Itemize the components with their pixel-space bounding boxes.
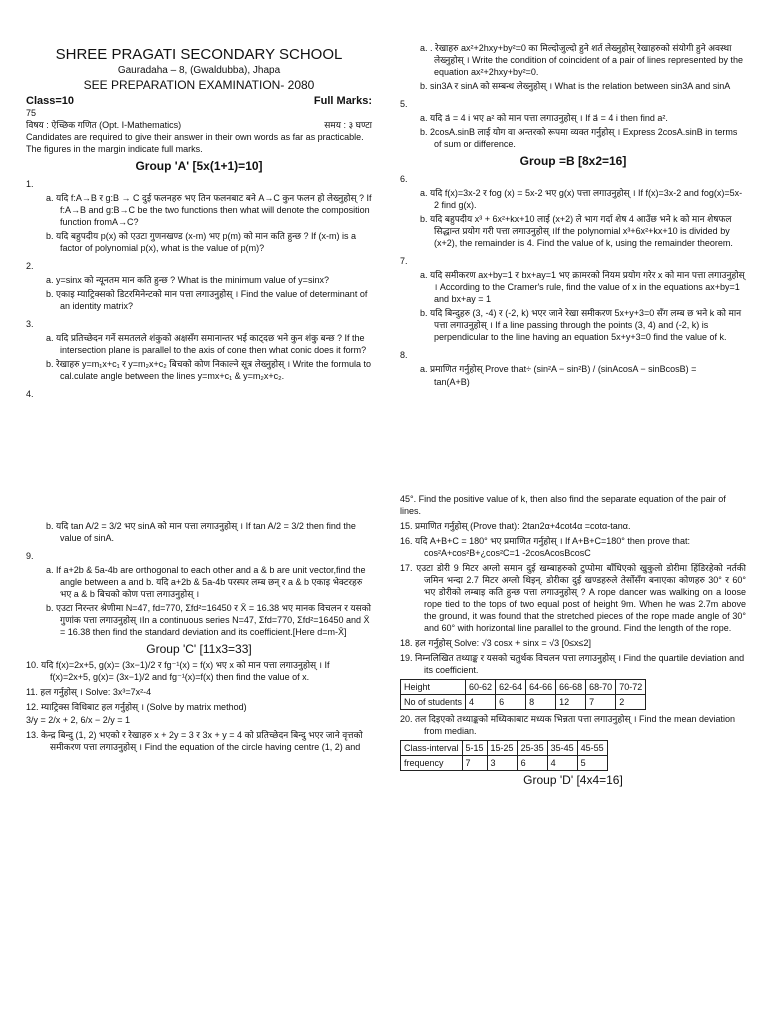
exam-title: SEE PREPARATION EXAMINATION- 2080 [83, 78, 315, 92]
question-10: 10. यदि f(x)=2x+5, g(x)= (3x−1)/2 र fg⁻¹(x) = f(x) भए x को मान पत्ता लगाउनुहोस् । If f(x)=2x+5, g(x)= (3x−1)/2 and fg⁻¹(x)=f(x) then find the value of x. [26, 660, 330, 682]
question-9a: a. If a+2b & 5a-4b are orthogonal to each other and a & b are unit vector,find the angle between a and b. यदि a+2b & 5a-4b परस्पर लम्ब छन् र a & b एकाइ भेक्टरहरु भए a & b बिचको कोण पत्ता लगाउनुहोस् । [46, 565, 366, 599]
table-cell: 68-70 [586, 680, 616, 695]
group-b-heading: Group =B [8x2=16] [519, 154, 627, 168]
table-cell: 7 [462, 756, 487, 771]
group-c-heading: Group 'C' [11x3=33] [146, 642, 252, 656]
table-cell: 45-55 [577, 741, 607, 756]
page-gap [400, 388, 746, 493]
question-12: 12. म्याट्रिक्स विधिबाट हल गर्नुहोस् । (Solve by matrix method) [26, 702, 247, 712]
group-d-heading: Group 'D' [4x4=16] [523, 773, 623, 787]
table-row [401, 695, 646, 710]
table-cell: 70-72 [616, 680, 646, 695]
question-4b-relation: b. sin3A र sinA को सम्बन्ध लेख्नुहोस् । What is the relation between sin3A and sinA [420, 81, 731, 91]
question-number: 1. [26, 179, 34, 189]
question-8a-prefix: a. प्रमाणित गर्नुहोस् Prove that÷ [420, 364, 532, 374]
table-cell: 7 [586, 695, 616, 710]
table-row [401, 741, 608, 756]
left-column [26, 40, 372, 753]
question-17: 17. एउटा डोरी 9 मिटर अग्लो समान दुई खम्बाहरुको टुप्पोमा बाँधिएको खुकुलो डोरीमा हिंडिरहेको नर्तकी जमिन भन्दा 2.7 मिटर अग्लो थिइन्. डोरीका दुई खण्डहरुले तेर्सोसँग बनाएका कोणहरु 30° र 60° भए डोरीको लम्बाइ कति हुन्छ पत्ता लगाउनुहोस् ? A rope dancer was walking on a loose rope tied to the tops of two equal post of height 9m. When he was 2.7m above the ground, it was found that the stretched pieces of the rope made angle of 30° and 60° with horizontal line parallel to the ground. Find the length of the rope. [400, 563, 746, 633]
question-15: 15. प्रमाणित गर्नुहोस् (Prove that): 2tan2α+4cot4α =cotα-tanα. [400, 521, 631, 531]
table-cell: 15-25 [487, 741, 517, 756]
question-11: 11. हल गर्नुहोस् । Solve: 3x³=7x²-4 [26, 687, 152, 697]
subject-label: विषय : ऐच्छिक गणित (Opt. I-Mathematics) [26, 120, 182, 130]
question-4a: a. . रेखाहरु ax²+2hxy+by²=0 का मिल्दोजुल्दो हुने शर्त लेख्नुहोस् रेखाहरुको संयोगी हुने अवस्था लेख्नुहोस् । Write the condition of coincident of a pair of lines represented by the equation ax²+2hxy+by²=0. [420, 43, 744, 77]
table-cell: 5-15 [462, 741, 487, 756]
time-label: समय : ३ घण्टा [324, 120, 372, 130]
question-4b: b. यदि tan A/2 = 3/2 भए sinA को मान पत्ता लगाउनुहोस् । If tan A/2 = 3/2 then find the value of sinA. [46, 521, 356, 543]
instructions: Candidates are required to give their answer in their own words as far as practicable. The figures in the margin indicate full marks. [26, 132, 364, 154]
question-13: 13. केन्द्र बिन्दु (1, 2) भएको र रेखाहरु x + 2y = 3 र 3x + y = 4 को प्रतिच्छेदन बिन्दु भएर जाने वृत्तको समीकरण पत्ता लगाउनुहोस् । Find the equation of the circle having centre (1, 2) and [26, 730, 363, 752]
question-7b: b. यदि बिन्दुहरु (3, -4) र (-2, k) भएर जाने रेखा समीकरण 5x+y+3=0 सँग लम्ब छ भने k को मान पत्ता लगाउनुहोस् । If a line passing through the points (3, 4) and (-2, k) is perpendicular to the line having an equation 5x+y+3=0 find the value of k. [420, 308, 742, 342]
school-name: SHREE PRAGATI SECONDARY SCHOOL [55, 46, 343, 63]
group-a-heading: Group 'A' [5x(1+1)=10] [135, 159, 263, 173]
table-cell: 8 [526, 695, 556, 710]
table-cell: frequency [401, 756, 463, 771]
question-number: 5. [400, 99, 408, 109]
question-12-equations: 3/y = 2/x + 2, 6/x − 2/y = 1 [26, 715, 131, 725]
table-cell: 4 [547, 756, 577, 771]
question-8a-fraction: (sin²A − sin²B) / (sinAcosA − sinBcosB) = [533, 364, 697, 374]
page-gap [26, 400, 372, 518]
table-row [401, 680, 646, 695]
question-number: 6. [400, 174, 408, 184]
table-cell: 64-66 [526, 680, 556, 695]
question-6a: a. यदि f(x)=3x-2 र fog (x) = 5x-2 भए g(x) पत्ता लगाउनुहोस् । If f(x)=3x-2 and fog(x)=5x-2 find g(x). [420, 188, 743, 210]
question-2a: a. y=sinx को न्यूनतम मान कति हुन्छ ? What is the minimum value of y=sinx? [46, 275, 329, 285]
question-8a [420, 363, 746, 375]
question-number: 2. [26, 261, 34, 271]
question-1b: b. यदि बहुपदीय p(x) को एउटा गुणनखण्ड (x-m) भए p(m) को मान कति हुन्छ ? If (x-m) is a factor of polynomial p(x), what is the value of p(m)? [46, 231, 357, 253]
question-2b: b. एकाइ म्याट्रिक्सको डिटरमिनेन्टको मान पत्ता लगाउनुहोस् । Find the value of determinant of an identity matrix? [46, 289, 368, 311]
question-16: 16. यदि A+B+C = 180° भए प्रमाणित गर्नुहोस् । If A+B+C=180° then prove that: cos²A+cos²B+¿cos²C=1 -2cosAcosBcosC [400, 536, 690, 558]
question-20: 20. तल दिइएको तथ्याङ्कको मध्यिकाबाट मध्यक भिन्नता पत्ता लगाउनुहोस् । Find the mean deviation from median. [400, 714, 736, 736]
question-number: 4. [26, 389, 34, 399]
question-7a: a. यदि समीकरण ax+by=1 र bx+ay=1 भए क्रामरको नियम प्रयोग गरेर x को मान पत्ता लगाउनुहोस् । According to the Cramer's rule, find the value of x in the equations ax+by=1 and bx+ay = 1 [420, 270, 745, 304]
table-cell: Class-interval [401, 741, 463, 756]
table-cell: 66-68 [556, 680, 586, 695]
table-cell: 2 [616, 695, 646, 710]
question-9b: b. एउटा निरन्तर श्रेणीमा N=47, fd=770, Σfd²=16450 र X̄ = 16.38 भए मानक विचलन र यसको गुणांक पत्ता लगाउनुहोस् ।In a continuous series N=47, Σfd=770, Σfd²=16450 and X̄ = 16.38 then find the standard deviation and its coefficient.[Here d=m-X̄] [46, 603, 371, 637]
table-cell: Height [401, 680, 466, 695]
height-frequency-table [400, 679, 646, 710]
question-5b: b. 2cosA.sinB लाई योग वा अन्तरको रूपमा व्यक्त गर्नुहोस् । Express 2cosA.sinB in terms of sum or difference. [420, 127, 738, 149]
table-cell: 62-64 [496, 680, 526, 695]
full-marks-label: Full Marks: [313, 95, 372, 107]
table-cell: No of students [401, 695, 466, 710]
question-5a: a. यदि a⃗ = 4 i भए a² को मान पत्ता लगाउनुहोस् । If a⃗ = 4 i then find a². [420, 113, 668, 123]
question-18: 18. हल गर्नुहोस् Solve: √3 cosx + sinx = √3 [0≤x≤2] [400, 638, 591, 648]
table-row [401, 756, 608, 771]
question-3b: b. रेखाहरु y=m₁x+c₁ र y=m₂x+c₂ बिचको कोण निकाल्ने सूत्र लेख्नुहोस् । Write the formula to cal.culate angle between the lines y=mx+c₁ & y=m₂x+c₂. [46, 359, 371, 381]
question-number: 8. [400, 350, 408, 360]
question-19: 19. निम्नलिखित तथ्याङ्क र यसको चतुर्थक विचलन पत्ता लगाउनुहोस् । Find the quartile deviation and its coefficient. [400, 653, 745, 675]
table-cell: 35-45 [547, 741, 577, 756]
table-cell: 25-35 [517, 741, 547, 756]
marks-value: 75 [26, 108, 37, 118]
question-number: 3. [26, 319, 34, 329]
table-cell: 60-62 [466, 680, 496, 695]
question-number: 9. [26, 551, 34, 561]
table-cell: 3 [487, 756, 517, 771]
class-label: Class=10 [26, 95, 75, 107]
question-6b: b. यदि बहुपदीय x³ + 6x²+kx+10 लाई (x+2) ले भाग गर्दा शेष 4 आउँछ भने k को मान शेषफल सिद्धान्त प्रयोग गरी पत्ता लगाउनुहोस् ।If the polynomial x³+6x²+kx+10 is divided by (x+2), the remainder is 4. Find the value of k, using the remainder theorem. [420, 214, 733, 248]
right-column [400, 40, 746, 786]
subject-time-row [26, 119, 372, 131]
table-cell: 5 [577, 756, 607, 771]
table-cell: 6 [517, 756, 547, 771]
table-cell: 12 [556, 695, 586, 710]
question-14-end: 45°. Find the positive value of k, then also find the separate equation of the pair of lines. [400, 494, 726, 516]
class-marks-row [26, 95, 372, 107]
question-8a-result: tan(A+B) [434, 377, 470, 387]
question-number: 7. [400, 256, 408, 266]
question-1a: a. यदि f:A→B र g:B → C दुई फलनहरु भए तिन फलनबाट बने A→C कुन फलन हो लेख्नुहोस् ? If f:A→B and g:B→C be the two functions then what will denote the composition function fromA→C? [46, 193, 372, 227]
table-cell: 4 [466, 695, 496, 710]
school-address: Gauradaha – 8, (Gwaldubba), Jhapa [117, 65, 281, 76]
class-frequency-table [400, 740, 608, 771]
table-cell: 6 [496, 695, 526, 710]
question-3a: a. यदि प्रतिच्छेदन गर्ने समतलले शंकुको अक्षसँग समानान्तर भई काट्दछ भने कुन शंकु बन्छ ? If the intersection plane is parallel to the axis of cone then what conic does it form? [46, 333, 367, 355]
